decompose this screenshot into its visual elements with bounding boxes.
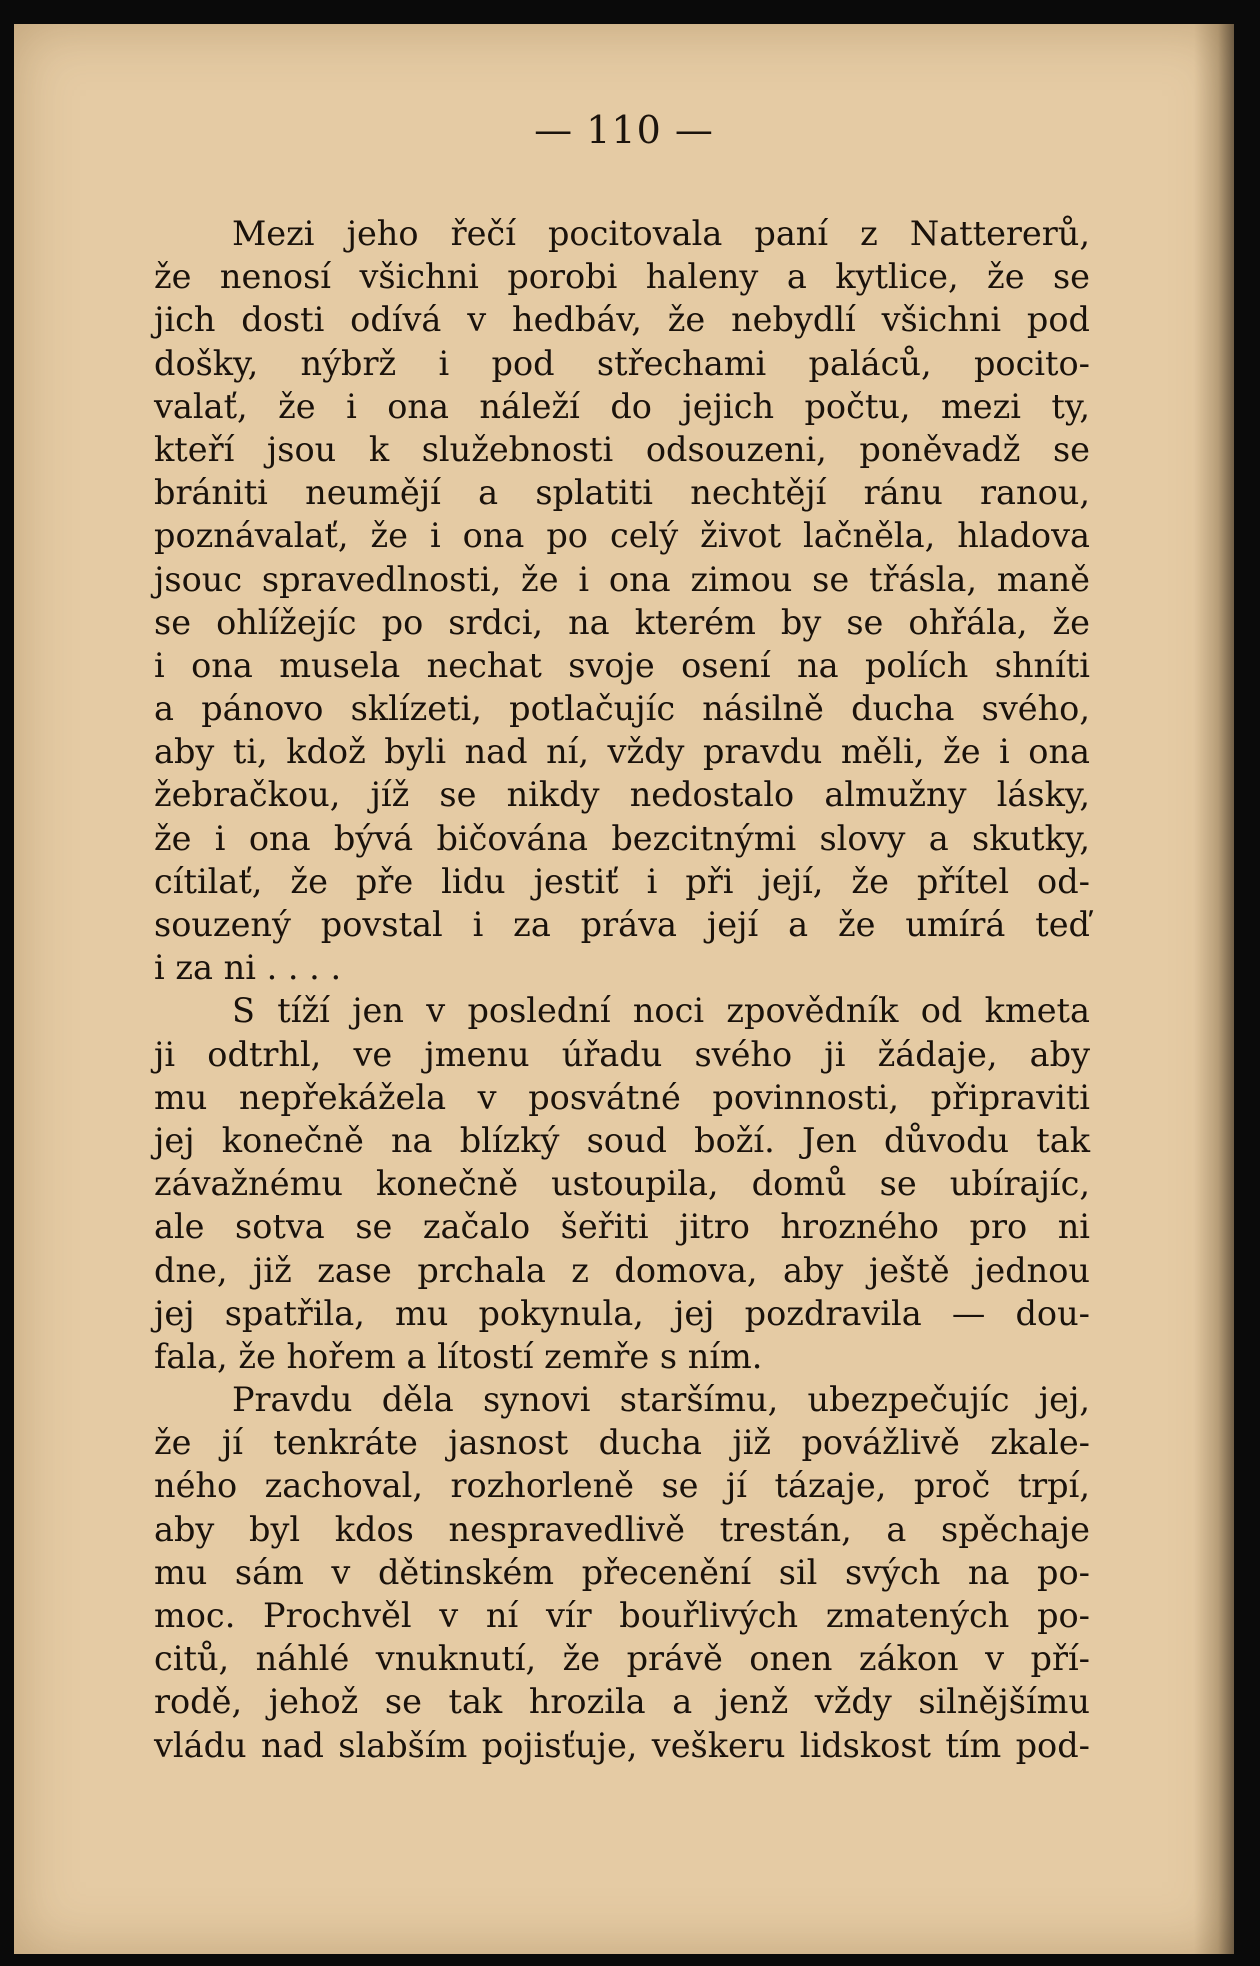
text-line: aby ti, kdož byli nad ní, vždy pravdu měli, že i ona [154,732,1090,772]
book-page [14,24,1234,1954]
text-line: jej konečně na blízký soud boží. Jen důvodu tak [154,1120,1090,1160]
text-line: souzený povstal i za práva její a že umírá teď [154,905,1090,944]
text-line: se ohlížejíc po srdci, na kterém by se ohřála, že [154,602,1090,642]
text-line: jsouc spravedlnosti, že i ona zimou se třásla, maně [154,559,1090,599]
text-line: brániti neumějí a splatiti nechtějí ránu ranou, [154,473,1090,513]
text-line: moc. Prochvěl v ní vír bouřlivých zmatených po- [154,1596,1090,1635]
text-line: mu sám v dětinském přecenění sil svých na po- [154,1552,1090,1592]
text-line: poznávalať, že i ona po celý život lačněla, hladova [154,516,1090,556]
body-text [154,212,1090,1767]
text-line: kteří jsou k služebnosti odsouzeni, poněvadž se [154,429,1090,469]
text-line: žebračkou, jíž se nikdy nedostalo almužny lásky, [154,775,1090,815]
page-edge-shadow [1194,24,1234,1954]
text-line: ného zachoval, rozhorleně se jí tázaje, proč trpí, [154,1466,1090,1506]
text-line: citů, náhlé vnuknutí, že právě onen zákon v pří- [154,1639,1090,1679]
text-line: aby byl kdos nespravedlivě trestán, a spěchaje [154,1509,1090,1549]
text-line: i ona musela nechat svoje osení na polích shníti [154,645,1090,685]
text-line: došky, nýbrž i pod střechami paláců, pocito- [154,343,1090,383]
text-line: a pánovo sklízeti, potlačujíc násilně ducha svého, [154,689,1090,729]
text-line: že i ona bývá bičována bezcitnými slovy a skutky, [154,818,1090,858]
text-line: cítilať, že pře lidu jestiť i při její, že přítel od- [154,861,1090,901]
text-line: S tíží jen v poslední noci zpovědník od kmeta [232,991,1090,1031]
text-line: závažnému konečně ustoupila, domů se ubírajíc, [154,1164,1090,1204]
text-line: že nenosí všichni porobi haleny a kytlice, že se [154,257,1090,297]
text-line: Pravdu děla synovi staršímu, ubezpečujíc jej, [232,1380,1090,1420]
text-line: i za ni . . . . [154,948,342,988]
text-line: dne, již zase prchala z domova, aby ještě jednou [154,1250,1090,1290]
text-line: rodě, jehož se tak hrozila a jenž vždy silnějšímu [154,1682,1090,1722]
text-line: fala, že hořem a lítostí zemře s ním. [154,1336,763,1376]
text-line: ale sotva se začalo šeřiti jitro hrozného pro ni [154,1207,1090,1247]
text-line: jej spatřila, mu pokynula, jej pozdravila — dou- [154,1293,1090,1333]
text-line: mu nepřekážela v posvátné povinnosti, připraviti [154,1077,1090,1117]
text-line: vládu nad slabším pojisťuje, veškeru lidskost tím pod- [154,1725,1090,1765]
text-line: ji odtrhl, ve jmenu úřadu svého ji žádaje, aby [154,1034,1090,1074]
text-line: Mezi jeho řečí pocitovala paní z Nattererů, [232,214,1090,253]
page-number: — 110 — [534,108,714,152]
text-line: že jí tenkráte jasnost ducha již povážlivě zkale- [154,1423,1090,1463]
text-line: jich dosti odívá v hedbáv, že nebydlí všichni pod [154,300,1090,340]
text-line: valať, že i ona náleží do jejich počtu, mezi ty, [154,386,1090,426]
